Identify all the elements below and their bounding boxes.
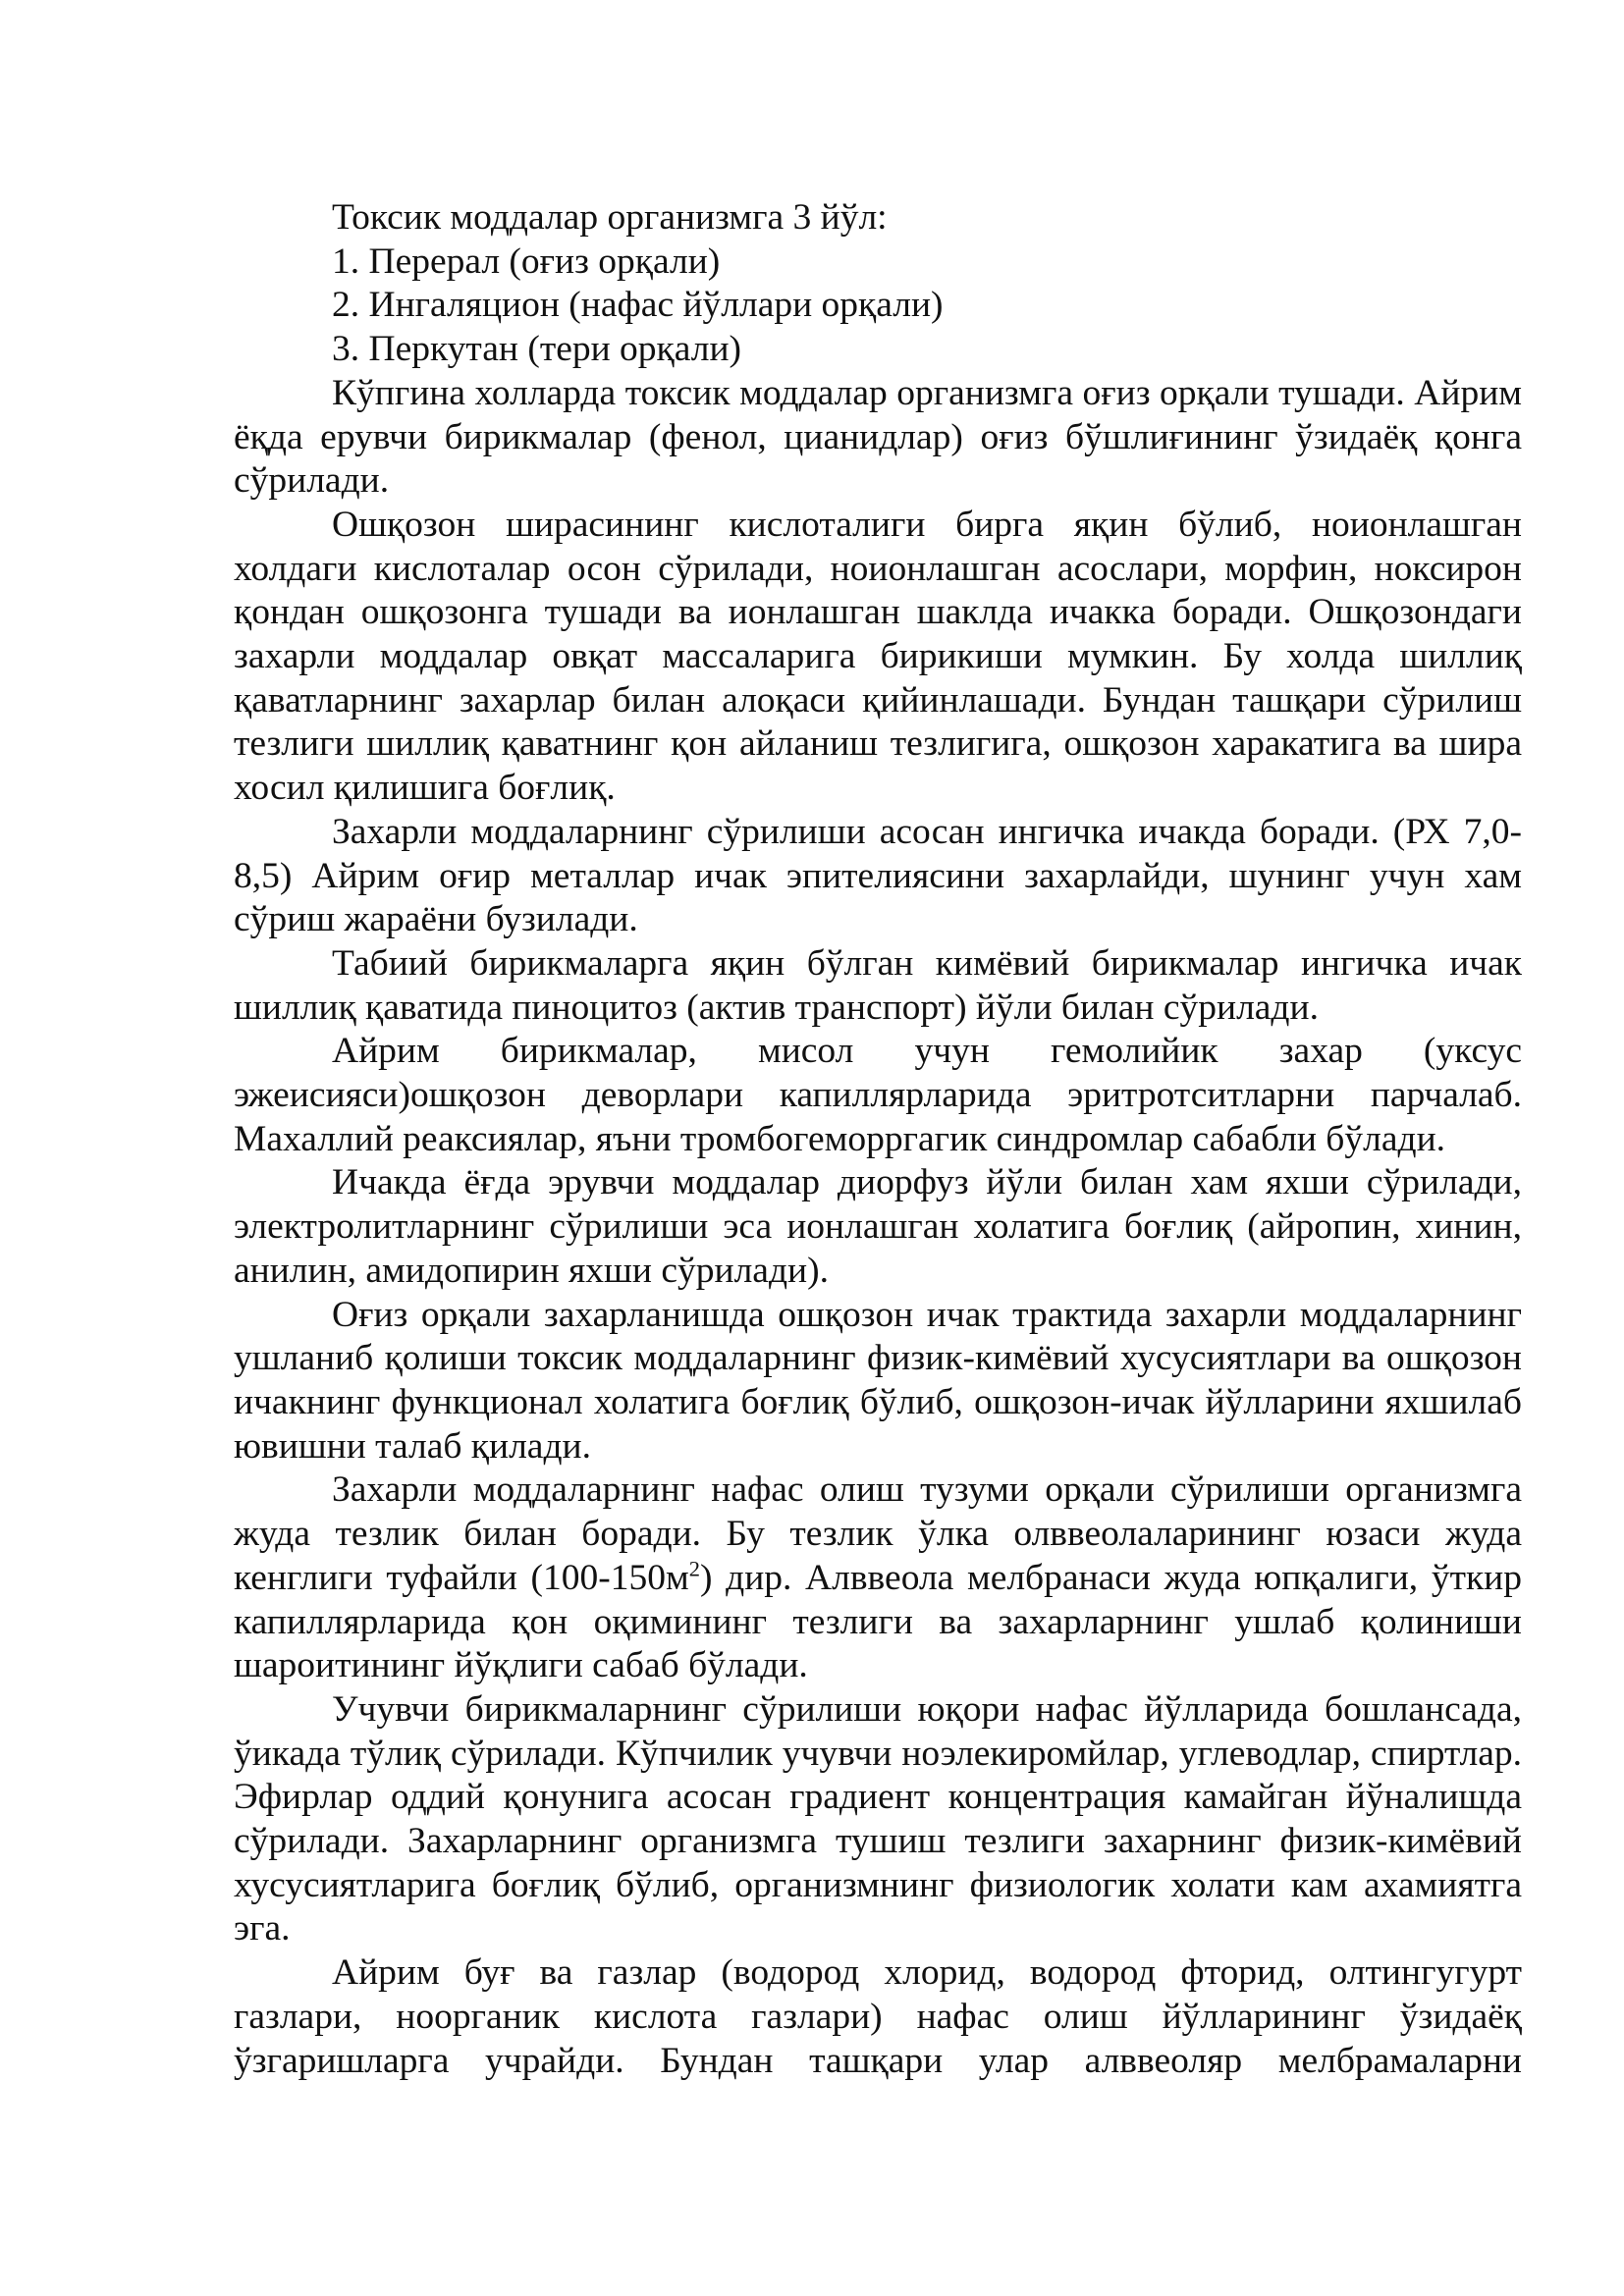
- paragraph-stomach: Ошқозон ширасининг кислоталиги бирга яқин бўлиб, ноионлашган холдаги кислоталар осон сўрилади, ноионлашган асослари, морфин, ноксирон қондан ошқозонга тушади ва ионлашган шаклда ичакка боради. Ошқозондаги захарли моддалар овқат массаларига бирикиши мумкин. Бу холда шиллиқ қаватларнинг захарлар билан алоқаси қийинлашади. Бундан ташқари сўрилиш тезлиги шиллиқ қаватнинг қон айланиш тезлигига, ошқозон харакатига ва шира хосил қилишига боғлиқ.: [234, 504, 1522, 809]
- paragraph-oral-route: Кўпгина холларда токсик моддалар организмга оғиз орқали тушади. Айрим ёқда ерувчи бирикмалар (фенол, цианидлар) оғиз бўшлиғининг ўзидаёқ қонга сўрилади.: [234, 372, 1522, 502]
- paragraph-hemolytic-poison: Айрим бирикмалар, мисол учун гемолийик захар (уксус эжеисияси)ошқозон деворлари капиллярларида эритротситларни парчалаб. Махаллий реаксиялар, яъни тромбогеморргагик синдромлар сабабли бўлади.: [234, 1031, 1522, 1159]
- paragraph-pinocytosis: Табиий бирикмаларга яқин бўлган кимёвий бирикмалар ингичка ичак шиллиқ қаватида пиноцитоз (актив транспорт) йўли билан сўрилади.: [234, 942, 1522, 1028]
- route-item-percutaneous: 3. Перкутан (тери орқали): [332, 329, 742, 370]
- inhalation-text-after: ) дир. Алввеола мелбранаси жуда юпқалиги, ўткир капиллярларида қон оқимининг тезлиги ва захарларнинг ушлаб қолиниши шароитининг йўқлиги сабаб бўлади.: [234, 1557, 1522, 1686]
- intro-line: Токсик моддалар организмга 3 йўл:: [332, 197, 888, 238]
- paragraph-fat-soluble: Ичакда ёғда эрувчи моддалар диорфуз йўли билан хам яхши сўрилади, электролитларнинг сўрилиши эса ионлашган холатига боғлиқ (айропин, хинин, анилин, амидопирин яхши сўрилади).: [234, 1162, 1522, 1291]
- paragraph-small-intestine: Захарли моддаларнинг сўрилиши асосан ингичка ичакда боради. (РХ 7,0-8,5) Айрим оғир металлар ичак эпителиясини захарлайди, шунинг учун хам сўриш жараёни бузилади.: [234, 811, 1522, 940]
- paragraph-volatile-compounds: Учувчи бирикмаларнинг сўрилиши юқори нафас йўлларида бошлансада, ўикада тўлиқ сўрилади. Кўпчилик учувчи ноэлекиромйлар, углеводлар, спиртлар. Эфирлар оддий қонунига асосан градиент концентрация камайган йўналишда сўрилади. Захарларнинг организмга тушиш тезлиги захарнинг физик-кимёвий хусусиятларига боғлиқ бўлиб, организмнинг физиологик холати кам ахамиятга эга.: [234, 1688, 1522, 1949]
- superscript-2: 2: [688, 1556, 700, 1581]
- route-item-peroral: 1. Перерал (оғиз орқали): [332, 240, 721, 282]
- document-page: [234, 196, 1522, 2083]
- route-item-inhalation: 2. Ингаляцион (нафас йўллари орқали): [332, 285, 944, 326]
- paragraph-inhalation-absorption: [234, 1468, 1522, 1688]
- paragraph-gastric-lavage: Оғиз орқали захарланишда ошқозон ичак трактида захарли моддаларнинг ушланиб қолиши токсик моддаларнинг физик-кимёвий хусусиятлари ва ошқозон ичакнинг функционал холатига боғлиқ бўлиб, ошқозон-ичак йўлларини яхшилаб ювишни талаб қилади.: [234, 1294, 1522, 1467]
- inhalation-text-before: Захарли моддаларнинг нафас олиш тузуми орқали сўрилиши организмга жуда тезлик билан боради. Бу тезлик ўлка олввеолаларининг юзаси жуда кенглиги туфайли (100-150м: [234, 1469, 1522, 1598]
- paragraph-vapors-gases: Айрим буғ ва газлар (водород хлорид, водород фторид, олтингугурт газлари, ноорганик кислота газлари) нафас олиш йўлларининг ўзидаёқ ўзгаришларга учрайди. Бундан ташқари улар алввеоляр мелбрамаларни: [234, 1952, 1522, 2081]
